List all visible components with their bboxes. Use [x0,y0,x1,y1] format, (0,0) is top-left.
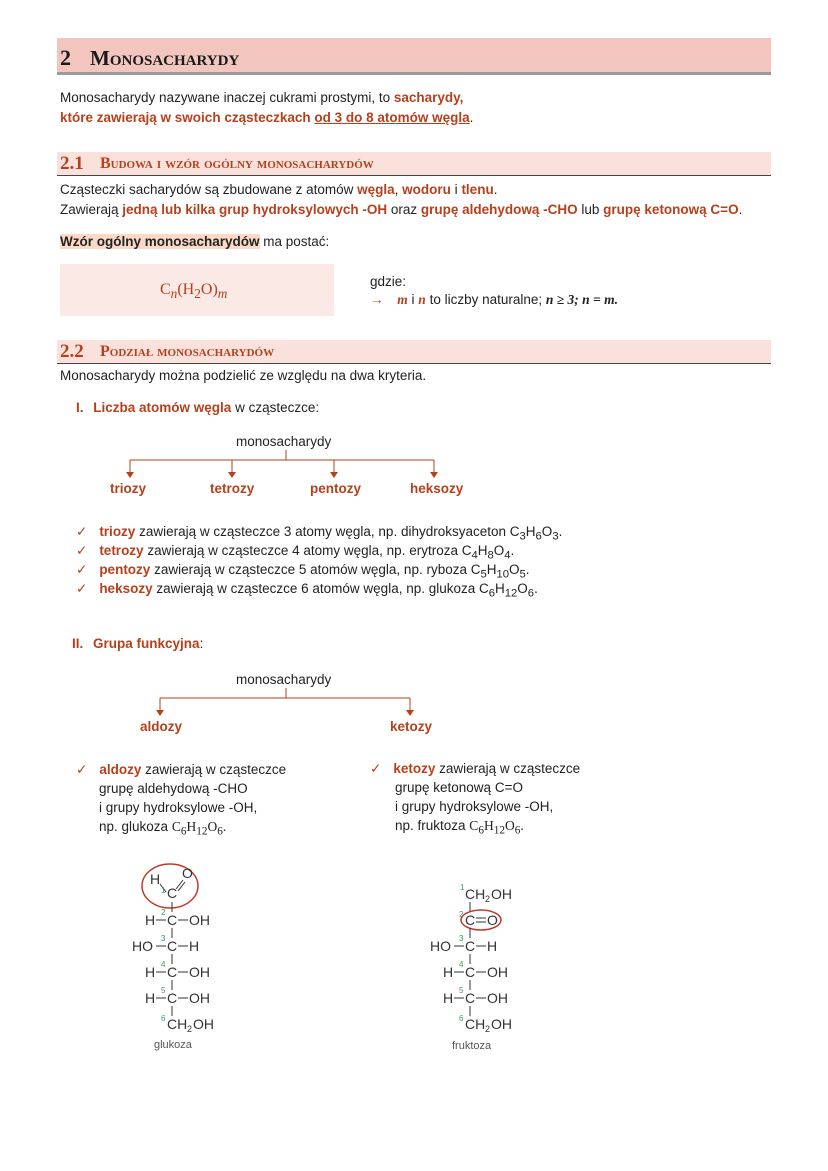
svg-text:HO: HO [430,938,451,954]
section-2-1-title: Budowa i wzór ogólny monosacharydów [100,155,374,172]
tree1-leaf-heksozy: heksozy [410,481,464,496]
intro-line-1: Monosacharydy nazywane inaczej cukrami prostymi, to sacharydy, [60,90,464,105]
svg-text:C: C [167,990,178,1006]
check-icon: ✓ [76,581,88,596]
svg-text:C: C [465,938,476,954]
svg-text:4: 4 [459,960,464,969]
tree2-root: monosacharydy [236,672,332,687]
aldozy-description: ✓ aldozy zawierają w cząsteczce grupę aldehydową -CHO i grupy hydroksylowe -OH, np. glukoza $C_6H_{12}O_6$. [76,762,287,838]
list-item: ✓ heksozy zawierają w cząsteczce 6 atomów węgla, np. glukoza $C_6H_{12}O_6$. [76,581,538,600]
heading-number: 2 [60,45,71,70]
svg-text:H: H [145,990,156,1006]
check-icon: ✓ [76,762,88,777]
section-2-2-title: Podział monosacharydów [100,343,275,360]
list-item: ✓ triozy zawierają w cząsteczce 3 atomy węgla, np. dihydroksyaceton $C_3H_6O_3$. [76,524,563,543]
svg-text:C: C [167,912,178,928]
svg-text:C: C [167,938,178,954]
svg-text:C: C [465,964,476,980]
section-2-2-number: 2.2 [60,341,84,362]
check-icon: ✓ [76,524,88,539]
svg-text:H: H [145,912,156,928]
list-item: ✓ tetrozy zawierają w cząsteczce 4 atomy węgla, np. erytroza $C_4H_8O_4$. [76,543,515,562]
svg-text:3: 3 [161,934,166,943]
svg-text:C: C [465,912,476,928]
svg-text:H: H [443,964,454,980]
page-title: Monosacharydy [90,46,240,70]
svg-text:2: 2 [187,1024,193,1034]
tree2-leaf-aldozy: aldozy [140,719,183,734]
svg-text:CH: CH [167,1016,188,1032]
svg-text:5: 5 [459,986,464,995]
svg-text:5: 5 [161,986,166,995]
glucose-label: glukoza [154,1039,192,1051]
svg-text:OH: OH [487,964,508,980]
general-formula: $C_n(H_2O)_m$ [160,281,228,302]
section-2-2-intro: Monosacharydy można podzielić ze względu na dwa kryteria. [60,368,427,383]
svg-text:OH: OH [189,990,210,1006]
svg-text:H: H [189,938,200,954]
svg-text:OH: OH [193,1016,214,1032]
section-2-1-p1: Cząsteczki sacharydów są zbudowane z atomów węgla, wodoru i tlenu. [60,182,498,197]
svg-text:OH: OH [491,886,512,902]
criterion-1: I. Liczba atomów węgla w cząsteczce: [76,400,320,415]
svg-text:2: 2 [485,1024,491,1034]
svg-text:6: 6 [161,1014,166,1023]
svg-text:2: 2 [459,910,464,919]
svg-text:OH: OH [189,964,210,980]
ketozy-description: ✓ ketozy zawierają w cząsteczce grupę ketonową C=O i grupy hydroksylowe -OH, np. fruktoza $C_6H_{12}O_6$. [370,761,581,837]
svg-text:OH: OH [491,1016,512,1032]
check-icon: ✓ [76,543,88,558]
svg-text:OH: OH [487,990,508,1006]
svg-text:CH: CH [465,1016,486,1032]
list-item: ✓ pentozy zawierają w cząsteczce 5 atomów węgla, np. ryboza $C_5H_{10}O_5$. [76,562,530,581]
svg-text:O: O [487,912,498,928]
svg-text:1: 1 [460,883,465,892]
svg-text:C: C [465,990,476,1006]
glucose-structure [120,862,240,1062]
tree2-lines [140,688,430,718]
tree1-leaf-triozy: triozy [110,481,147,496]
fructose-label: fruktoza [452,1040,492,1052]
check-icon: ✓ [76,562,88,577]
tree1-leaf-tetrozy: tetrozy [210,481,255,496]
where-label: gdzie: [370,274,407,289]
svg-text:4: 4 [161,960,166,969]
where-text: → m i n to liczby naturalne; n ≥ 3; n = m. [370,292,619,307]
svg-text:HO: HO [132,938,153,954]
section-2-1-p2: Zawierają jedną lub kilka grup hydroksylowych -OH oraz grupę aldehydową -CHO lub grupę ketonową C=O. [60,202,743,217]
svg-text:2: 2 [485,894,491,904]
check-icon: ✓ [370,761,382,776]
svg-text:CH: CH [465,886,486,902]
svg-text:O: O [182,865,193,881]
intro-line-2: które zawierają w swoich cząsteczkach od 3 do 8 atomów węgla. [60,110,474,125]
section-2-1-number: 2.1 [60,153,84,174]
formula-intro: Wzór ogólny monosacharydów ma postać: [60,234,330,249]
tree1-root: monosacharydy [236,434,332,449]
criterion-2: II. Grupa funkcyjna: [72,636,204,651]
svg-text:H: H [487,938,498,954]
svg-text:1: 1 [161,886,166,895]
svg-text:C: C [167,964,178,980]
svg-text:2: 2 [161,908,166,917]
tree1-lines [100,450,480,480]
tree2-leaf-ketozy: ketozy [390,719,433,734]
svg-text:C: C [167,885,178,901]
tree1-leaf-pentozy: pentozy [310,481,362,496]
svg-text:H: H [150,871,161,887]
svg-text:6: 6 [459,1014,464,1023]
svg-text:H: H [145,964,156,980]
svg-text:OH: OH [189,912,210,928]
fructose-structure [420,880,540,1060]
svg-text:3: 3 [459,934,464,943]
svg-text:H: H [443,990,454,1006]
